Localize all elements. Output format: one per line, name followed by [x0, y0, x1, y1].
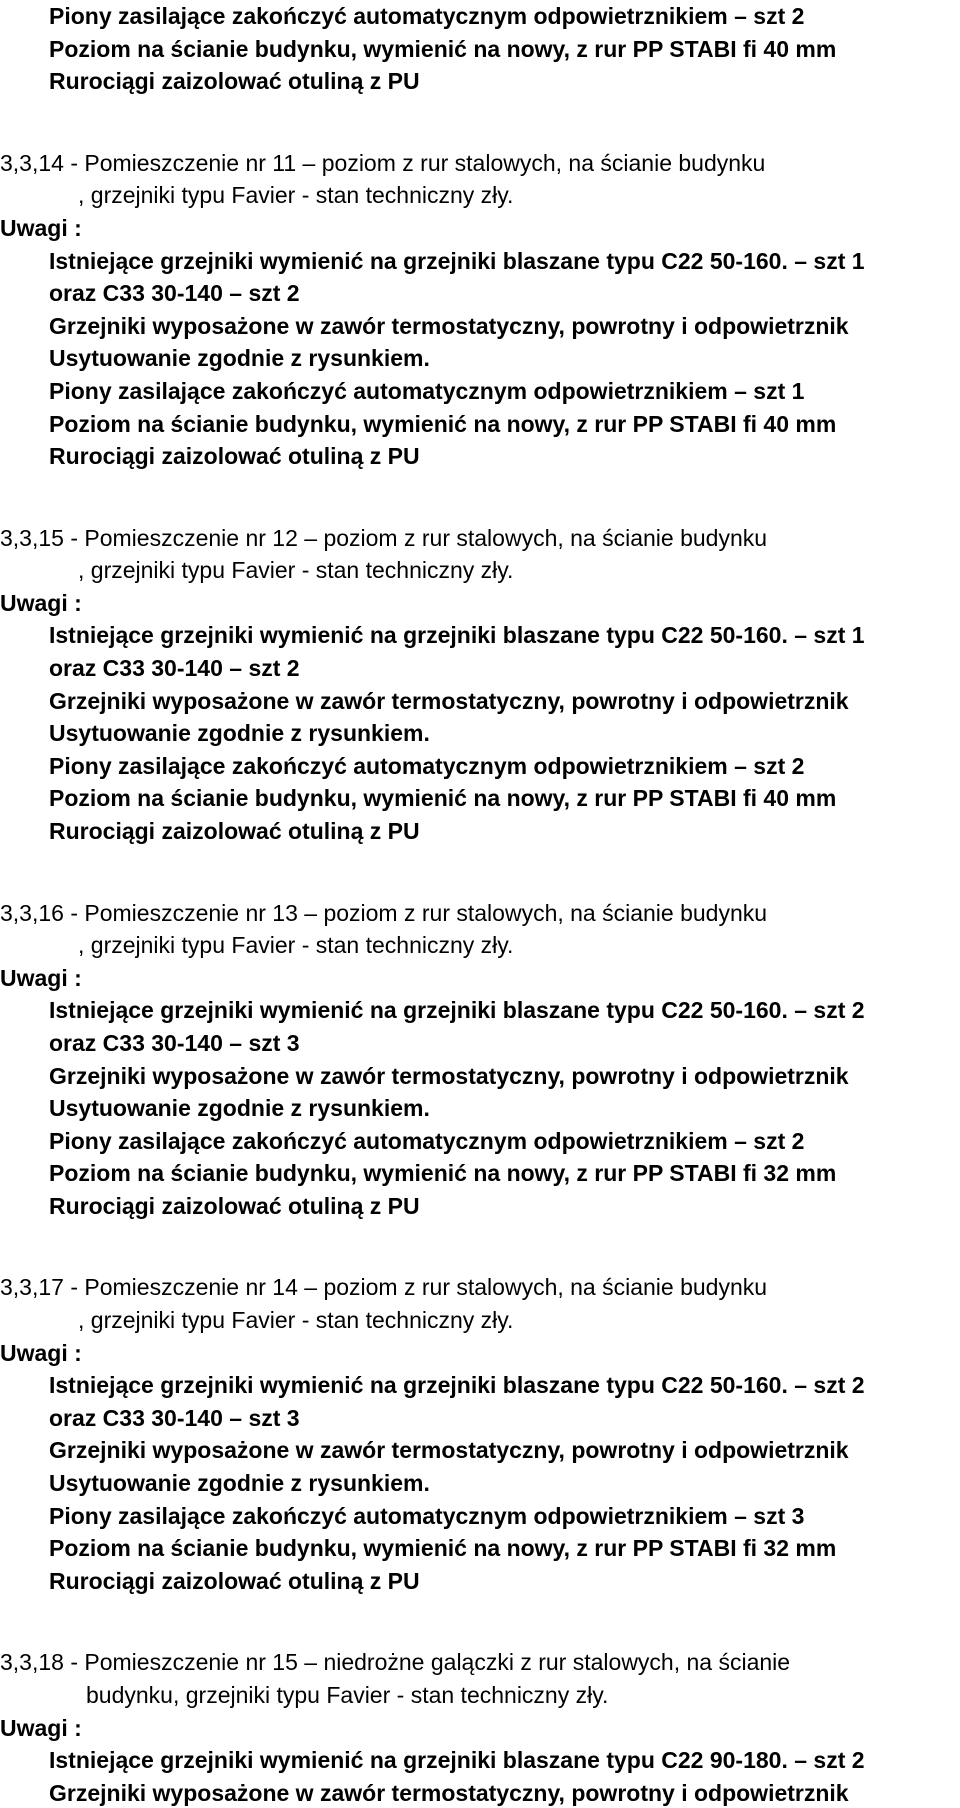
remark-line: Poziom na ścianie budynku, wymienić na nowy, z rur PP STABI fi 40 mm: [49, 410, 837, 437]
remark-line: Poziom na ścianie budynku, wymienić na nowy, z rur PP STABI fi 32 mm: [49, 1160, 837, 1187]
remarks-label: Uwagi :: [0, 589, 82, 616]
remarks-label: Uwagi :: [0, 1714, 82, 1741]
section-heading: 3,3,15 - Pomieszczenie nr 12 – poziom z rur stalowych, na ścianie budynku: [0, 524, 768, 551]
section-heading: 3,3,17 - Pomieszczenie nr 14 – poziom z rur stalowych, na ścianie budynku: [0, 1274, 768, 1301]
remarks-label: Uwagi :: [0, 964, 82, 991]
remark-line: Grzejniki wyposażone w zawór termostatyczny, powrotny i odpowietrznik: [49, 1779, 849, 1806]
remark-line: Piony zasilające zakończyć automatycznym odpowietrznikiem – szt 2: [49, 752, 805, 779]
section-heading-continuation: , grzejniki typu Favier - stan techniczny zły.: [78, 1307, 514, 1333]
remark-line: oraz C33 30-140 – szt 3: [49, 1404, 300, 1431]
remark-line: Rurociągi zaizolować otuliną z PU: [49, 68, 420, 95]
remark-line: Rurociągi zaizolować otuliną z PU: [49, 818, 420, 844]
remark-line: Piony zasilające zakończyć automatycznym odpowietrznikiem – szt 2: [49, 1127, 805, 1154]
remark-line: Poziom na ścianie budynku, wymienić na nowy, z rur PP STABI fi 40 mm: [49, 35, 837, 62]
remark-line: Grzejniki wyposażone w zawór termostatyczny, powrotny i odpowietrznik: [49, 312, 849, 339]
remark-line: Usytuowanie zgodnie z rysunkiem.: [49, 345, 430, 372]
remark-line: Grzejniki wyposażone w zawór termostatyczny, powrotny i odpowietrznik: [49, 1437, 849, 1464]
remark-line: Grzejniki wyposażone w zawór termostatyczny, powrotny i odpowietrznik: [49, 1062, 849, 1089]
remark-line: oraz C33 30-140 – szt 2: [49, 655, 300, 681]
remark-line: oraz C33 30-140 – szt 3: [49, 1029, 300, 1056]
remark-line: Rurociągi zaizolować otuliną z PU: [49, 1567, 420, 1594]
remarks-label: Uwagi :: [0, 214, 82, 241]
remark-line: Piony zasilające zakończyć automatycznym odpowietrznikiem – szt 2: [49, 3, 805, 29]
remark-line: Piony zasilające zakończyć automatycznym odpowietrznikiem – szt 1: [49, 377, 805, 404]
remark-line: Istniejące grzejniki wymienić na grzejniki blaszane typu C22 50-160. – szt 2: [49, 1372, 865, 1399]
section-heading-continuation: , grzejniki typu Favier - stan techniczny zły.: [78, 557, 514, 584]
remark-line: Rurociągi zaizolować otuliną z PU: [49, 1192, 420, 1219]
remarks-label: Uwagi :: [0, 1339, 82, 1366]
section-heading: 3,3,16 - Pomieszczenie nr 13 – poziom z rur stalowych, na ścianie budynku: [0, 899, 768, 926]
remark-line: Usytuowanie zgodnie z rysunkiem.: [49, 1095, 430, 1122]
remark-line: Poziom na ścianie budynku, wymienić na nowy, z rur PP STABI fi 40 mm: [49, 785, 837, 812]
section-heading: 3,3,14 - Pomieszczenie nr 11 – poziom z rur stalowych, na ścianie budynku: [0, 149, 766, 176]
remark-line: Istniejące grzejniki wymienić na grzejniki blaszane typu C22 50-160. – szt 1: [49, 247, 865, 274]
remark-line: Grzejniki wyposażone w zawór termostatyczny, powrotny i odpowietrznik: [49, 687, 849, 714]
section-heading-continuation: budynku, grzejniki typu Favier - stan techniczny zły.: [86, 1681, 609, 1708]
remark-line: Istniejące grzejniki wymienić na grzejniki blaszane typu C22 50-160. – szt 1: [49, 622, 865, 649]
section-heading-continuation: , grzejniki typu Favier - stan techniczny zły.: [78, 932, 514, 959]
remark-line: oraz C33 30-140 – szt 2: [49, 280, 300, 307]
remark-line: Istniejące grzejniki wymienić na grzejniki blaszane typu C22 90-180. – szt 2: [49, 1747, 865, 1774]
remark-line: Usytuowanie zgodnie z rysunkiem.: [49, 1470, 430, 1496]
remark-line: Poziom na ścianie budynku, wymienić na nowy, z rur PP STABI fi 32 mm: [49, 1535, 837, 1562]
section-heading: 3,3,18 - Pomieszczenie nr 15 – niedrożne galączki z rur stalowych, na ścianie: [0, 1649, 791, 1676]
remark-line: Usytuowanie zgodnie z rysunkiem.: [49, 720, 430, 747]
remark-line: Rurociągi zaizolować otuliną z PU: [49, 443, 420, 470]
remark-line: Istniejące grzejniki wymienić na grzejniki blaszane typu C22 50-160. – szt 2: [49, 997, 865, 1024]
section-heading-continuation: , grzejniki typu Favier - stan techniczny zły.: [78, 182, 514, 209]
remark-line: Piony zasilające zakończyć automatycznym odpowietrznikiem – szt 3: [49, 1502, 805, 1529]
